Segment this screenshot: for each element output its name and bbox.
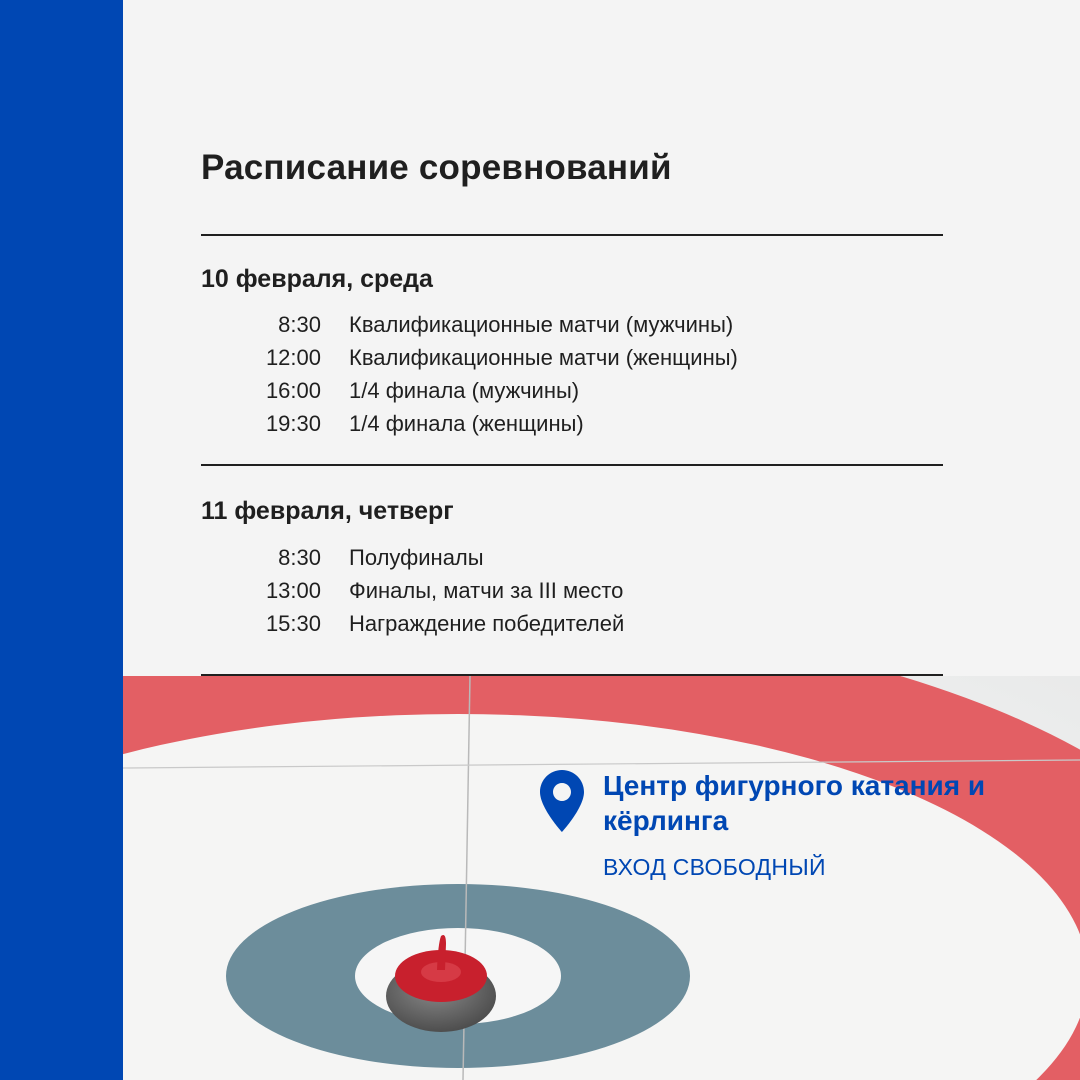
- event-time: 13:00: [265, 578, 321, 603]
- page-title: Расписание соревнований: [201, 148, 672, 187]
- event-time: 12:00: [265, 345, 321, 370]
- event-row: [201, 611, 901, 644]
- venue-name: Центр фигурного катания и кёрлинга: [603, 770, 986, 836]
- event-label: Квалификационные матчи (мужчины): [349, 312, 734, 337]
- event-row: [201, 411, 901, 444]
- event-time: 16:00: [265, 378, 321, 403]
- event-time: 8:30: [278, 545, 321, 570]
- event-label: 1/4 финала (женщины): [349, 411, 584, 436]
- event-label: Финалы, матчи за III место: [349, 578, 624, 603]
- event-time: 15:30: [265, 611, 321, 636]
- event-label: Полуфиналы: [349, 545, 484, 570]
- event-time: 19:30: [265, 411, 321, 436]
- event-time: 8:30: [278, 312, 321, 337]
- event-row: [201, 345, 901, 378]
- venue-admission-note: ВХОД СВОБОДНЫЙ: [603, 854, 826, 880]
- divider: [201, 464, 943, 466]
- divider: [201, 234, 943, 236]
- event-row: [201, 378, 901, 411]
- event-row: [201, 312, 901, 345]
- day-heading: 11 февраля, четверг: [201, 497, 454, 525]
- curling-house-illustration: [123, 676, 1080, 1080]
- event-list: [201, 545, 901, 644]
- brand-sidebar: [0, 0, 123, 1080]
- location-pin-icon: [540, 770, 584, 832]
- curling-house-photo: [123, 676, 1080, 1080]
- day-heading: 10 февраля, среда: [201, 265, 433, 293]
- event-list: [201, 312, 901, 444]
- event-row: [201, 578, 901, 611]
- event-label: Квалификационные матчи (женщины): [349, 345, 738, 370]
- event-label: Награждение победителей: [349, 611, 625, 636]
- event-label: 1/4 финала (мужчины): [349, 378, 580, 403]
- event-row: [201, 545, 901, 578]
